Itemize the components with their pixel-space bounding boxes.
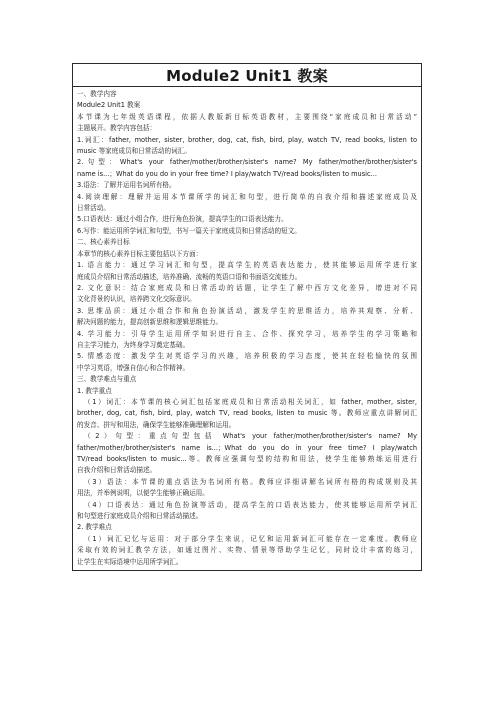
text-line: 文化背景的认识，培养跨文化交际意识。 <box>77 295 196 304</box>
text-line: 日常活动。 <box>77 204 110 213</box>
text-line: father/mother/brother/sister's name is...；What do you do in your free time? I play/watch <box>77 443 417 452</box>
text-line: 1. 教学重点 <box>77 386 112 395</box>
text-line: 本章节的核心素养目标主要包括以下方面： <box>77 249 203 258</box>
text-line: 自我介绍和日常活动描述。 <box>77 466 157 475</box>
text-line: 三、教学难点与重点 <box>77 375 137 384</box>
document-title: Module2 Unit1 教案 <box>166 66 328 85</box>
text-line: music 等家庭成员和日常活动的词汇。 <box>77 147 191 156</box>
text-line: 4.阅读理解：理解并运用本节课所学的词汇和句型，进行简单的自我介绍和描述家庭成员及 <box>77 192 417 201</box>
text-line: 一、教学内容 <box>77 90 117 98</box>
title-cell <box>73 64 421 87</box>
text-line: （1）词汇：本节课的核心词汇包括家庭成员和日常活动相关词汇，如 father, mother, sister, <box>84 397 417 406</box>
text-line: （4）口语表达：通过角色扮演等活动，提高学生的口语表达能力，使其能够运用所学词汇 <box>84 500 417 509</box>
text-line: TV/read books/listen to music...等。教师应强调句型的结构和用法，使学生能够熟练运用进行 <box>77 455 417 463</box>
text-line: 5. 情感态度：激发学生对英语学习的兴趣，培养积极的学习态度，使其在轻松愉快的氛围 <box>77 352 417 361</box>
text-line: 1.词汇：father, mother, sister, brother, dog, cat, fish, bird, play, watch TV, read books, listen to <box>77 135 417 144</box>
text-line: 庭成员介绍和日常活动描述，培养准确、流畅的英语口语和书面语交流能力。 <box>77 272 302 281</box>
text-line: 采取有效的词汇教学方法，如通过图片、实物、情景等帮助学生记忆，同时设计丰富的练习， <box>77 546 417 555</box>
text-line: （2）句型：重点句型包括 What's your father/mother/brother/sister's name? My <box>84 432 417 441</box>
text-line: 和句型进行家庭成员介绍和日常活动描述。 <box>77 512 203 521</box>
text-line: name is...；What do you do in your free time? I play/watch TV/read books/listen to music... <box>77 169 377 178</box>
text-line: 3.语法：了解并运用名词所有格。 <box>77 181 176 190</box>
text-line: 4. 学习能力：引导学生运用所学知识进行自主、合作、探究学习，培养学生的学习策略和 <box>77 329 417 338</box>
text-line: 本节课为七年级英语课程，依据人教版新目标英语教材，主要围绕“家庭成员和日常活动” <box>77 112 417 121</box>
text-line: 用法，并举例说明，以便学生能够正确运用。 <box>77 489 209 498</box>
text-line: 2.句型：What's your father/mother/brother/sister's name? My father/mother/brother/sister's <box>77 158 417 167</box>
text-line: Module2 Unit1 教案 <box>77 101 141 110</box>
text-line: 二、核心素养目标 <box>77 238 130 247</box>
text-line: （3）语法：本节课的重点语法为名词所有格。教师应详细讲解名词所有格的构成规则及其 <box>84 477 417 486</box>
text-line: 1. 语言能力：通过学习词汇和句型，提高学生的英语表达能力，使其能够运用所学进行家 <box>77 261 417 270</box>
text-line: brother, dog, cat, fish, bird, play, watch TV, read books, listen to music 等。教师应重点讲解词汇 <box>77 409 417 418</box>
text-line: （1）词汇记忆与运用：对于部分学生来说，记忆和运用新词汇可能存在一定难度。教师应 <box>84 534 417 543</box>
text-line: 5.口语表达：通过小组合作，进行角色扮演，提高学生的口语表达能力。 <box>77 215 288 224</box>
lesson-plan-table <box>72 63 422 571</box>
content-cell <box>73 87 421 570</box>
text-line: 自主学习能力，为终身学习奠定基础。 <box>77 340 190 349</box>
text-line: 解决问题的能力，提高创新思维和逻辑思维能力。 <box>77 318 223 327</box>
text-line: 中学习英语，增强自信心和合作精神。 <box>77 363 190 372</box>
text-line: 让学生在实际语境中运用所学词汇。 <box>77 557 183 566</box>
text-line: 2. 教学难点 <box>77 523 112 532</box>
text-line: 主题展开。教学内容包括： <box>77 124 157 133</box>
text-line: 3. 思维品质：通过小组合作和角色扮演活动，激发学生的思维活力，培养其观察、分析、 <box>77 306 417 315</box>
text-line: 2. 文化意识：结合家庭成员和日常活动的话题，让学生了解中西方文化差异，增进对不同 <box>77 283 417 292</box>
text-line: 6.写作：能运用所学词汇和句型，书写一篇关于家庭成员和日常活动的短文。 <box>77 226 301 235</box>
text-line: 的发音、拼写和用法，确保学生能够准确理解和运用。 <box>77 420 236 429</box>
